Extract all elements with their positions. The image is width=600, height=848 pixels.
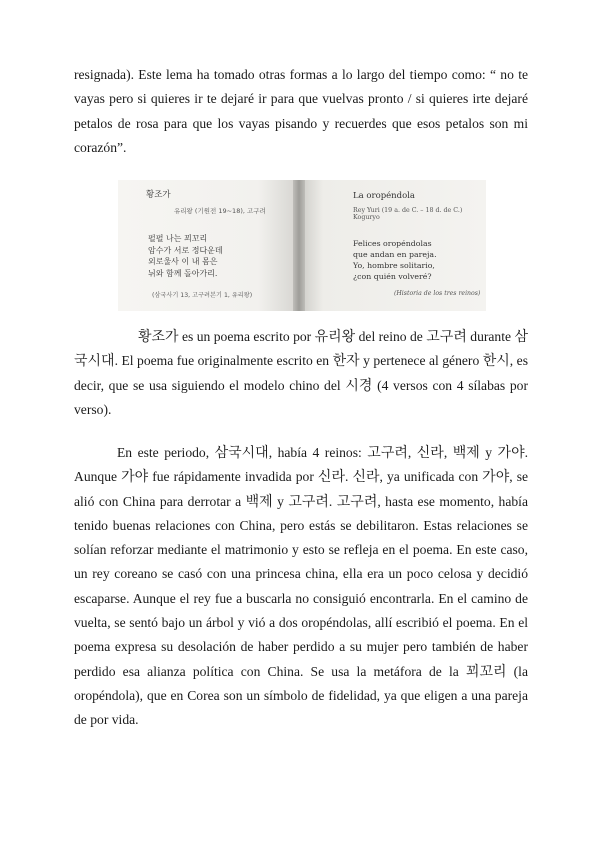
korean-term: 신라	[317, 469, 345, 486]
korean-term: 가야	[121, 469, 149, 486]
text-run: . El poema fue originalmente escrito en	[114, 353, 333, 369]
korean-term: 고구려	[288, 493, 329, 510]
text-run: (4 versos con 4 sílabas por verso).	[74, 377, 528, 417]
korean-term: 유리왕	[314, 329, 356, 345]
korean-term: 고구려	[426, 329, 467, 345]
paragraph-poem-description	[74, 325, 528, 422]
text-run: y	[479, 445, 498, 460]
text-run: del reino de	[355, 329, 427, 344]
text-run: ,	[407, 445, 417, 460]
text-run: (la oropéndola), que en Corea son un símbolo de fidelidad, ya que eligen a una pareja de por vida.	[74, 663, 528, 728]
korean-term: 가야	[482, 469, 510, 486]
text-run: . Aunque	[74, 445, 529, 485]
text-run: .	[344, 469, 353, 485]
korean-poem-lines	[148, 233, 223, 279]
text-run: , ya unificada con	[379, 469, 483, 485]
korean-term: 한시	[482, 353, 510, 370]
korean-term: 백제	[452, 445, 480, 461]
spanish-poem-title: La oropéndola	[353, 191, 416, 201]
text-run: fue rápidamente invadida por	[148, 469, 318, 485]
paragraph-intro: resignada). Este lema ha tomado otras formas a lo largo del tiempo como: “ no te vayas pero si quieres ir te dejaré ir para que vuelvas pronto / si quieres irte dejaré petalos de rosa para que los vayas pisando y recuerdes que esos petalos son mi corazón”.	[74, 67, 528, 155]
korean-poem-author: 유리왕 (기원전 19~18), 고구려	[174, 207, 266, 215]
text-run: durante	[466, 329, 515, 344]
text-run: , es decir, que se usa siguiendo el modelo chino del	[74, 353, 529, 393]
korean-term: 꾀꼬리	[465, 663, 507, 680]
korean-term: 시경	[345, 377, 373, 394]
text-run: , se alió con China para derrotar a	[74, 469, 529, 509]
korean-term: 황조가	[138, 329, 179, 345]
korean-term: 삼국시대	[214, 445, 269, 461]
paragraph-historical-context	[74, 441, 528, 733]
korean-term: 고구려	[336, 493, 378, 510]
korean-term: 고구려	[367, 445, 408, 461]
book-right-page	[305, 180, 486, 311]
book-left-page	[118, 180, 293, 311]
poem-book-photo	[118, 180, 486, 311]
korean-poem-line: 암수가 서로 정다운데	[148, 245, 223, 255]
korean-term: 신라	[416, 445, 444, 461]
korean-poem-line: 외로울사 이 내 몸은	[148, 257, 218, 266]
book-gutter	[293, 180, 305, 311]
spanish-poem-author: Rey Yuri (19 a. de C. – 18 d. de C.) Koguryo	[353, 207, 463, 221]
spanish-poem-line: Felices oropéndolas	[353, 239, 432, 248]
korean-poem-line: 펄펄 나는 꾀꼬리	[148, 234, 208, 243]
spanish-poem-lines	[353, 238, 437, 282]
korean-term: 신라	[352, 469, 380, 486]
spanish-poem-line: Yo, hombre solitario,	[353, 261, 435, 270]
korean-poem-line: 뉘와 함께 돌아가리.	[148, 268, 218, 278]
text-run: En este periodo,	[117, 445, 215, 460]
spanish-poem-source: (Historia de los tres reinos)	[394, 290, 481, 297]
korean-term: 가야	[497, 445, 525, 461]
text-run: , hasta ese momento, había tenido buenas relaciones con China, pero estás se debilitaron. Estas relaciones se solían reforzar mediante el matrimonio y esto se refleja en el poema. En este caso, un rey coreano se casó con una princesa china, ella era un poco celosa y decidió escaparse. Aunque el rey fue a buscarla no consiguió encontrarla. En el camino de vuelta, se sentó bajo un árbol y vió a dos oropéndolas, allí escribió el poema. En el poema expresa su desolación de haber perdido a su mujer pero también de haber perdido esa alianza política con China. Se usa la metáfora de la	[74, 493, 528, 679]
korean-term: 삼국시대	[74, 329, 528, 370]
spanish-poem-line: ¿con quién volveré?	[353, 272, 432, 281]
korean-poem-source: (삼국사기 13, 고구려본기 1, 유리왕)	[152, 292, 253, 299]
text-run: es un poema escrito por	[178, 329, 315, 344]
text-run: , había 4 reinos:	[268, 445, 368, 460]
text-run: .	[328, 493, 337, 509]
text-run: y pertenece al género	[359, 353, 483, 369]
text-run: ,	[443, 445, 453, 460]
korean-term: 한자	[332, 353, 360, 370]
korean-poem-title: 황조가	[146, 190, 171, 200]
spanish-poem-line: que andan en pareja.	[353, 250, 437, 259]
text-run: y	[272, 493, 289, 509]
korean-term: 백제	[245, 493, 273, 510]
